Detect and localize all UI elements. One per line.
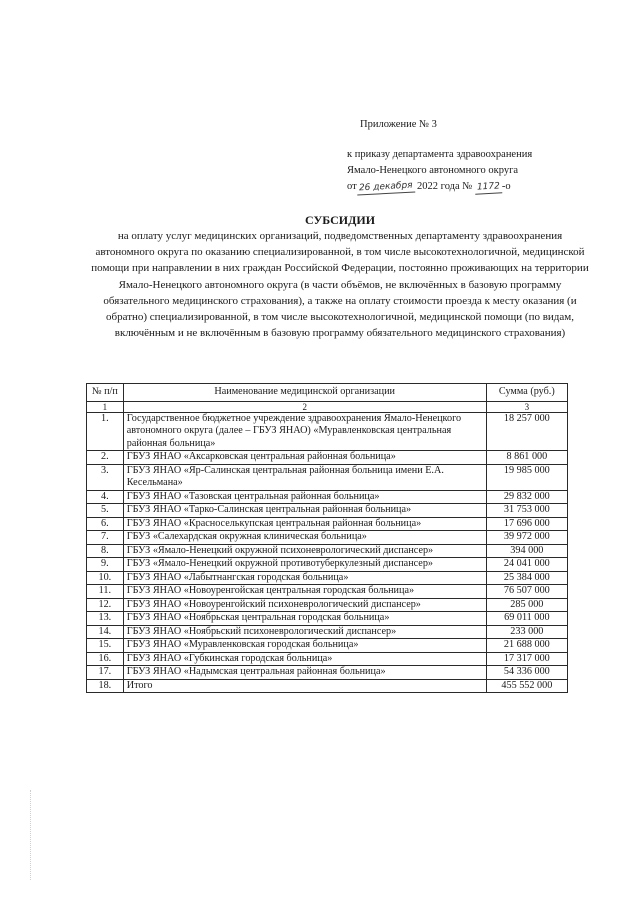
organization-name: ГБУЗ ЯНАО «Лабытнангская городская больница»: [123, 571, 486, 585]
row-number: 1.: [87, 412, 124, 451]
table-row: [87, 612, 568, 626]
row-number: 2.: [87, 451, 124, 465]
table-row: [87, 679, 568, 693]
table-row: [87, 464, 568, 490]
table-header-row: [87, 384, 568, 402]
handwritten-number: 1172: [475, 181, 502, 194]
row-number: 12.: [87, 598, 124, 612]
row-sum: 21 688 000: [486, 639, 567, 653]
organization-name: ГБУЗ ЯНАО «Аксарковская центральная районная больница»: [123, 451, 486, 465]
row-number: 17.: [87, 666, 124, 680]
row-sum: 8 861 000: [486, 451, 567, 465]
organization-name: ГБУЗ ЯНАО «Тарко-Салинская центральная районная больница»: [123, 504, 486, 518]
row-sum: 29 832 000: [486, 490, 567, 504]
table-row: [87, 544, 568, 558]
table-row: [87, 666, 568, 680]
row-sum: 31 753 000: [486, 504, 567, 518]
row-sum: 19 985 000: [486, 464, 567, 490]
row-number: 4.: [87, 490, 124, 504]
row-sum: 69 011 000: [486, 612, 567, 626]
organization-name: ГБУЗ ЯНАО «Новоуренгойская центральная городская больница»: [123, 585, 486, 599]
index-cell: 3: [486, 401, 567, 412]
organization-name: ГБУЗ ЯНАО «Надымская центральная районная больница»: [123, 666, 486, 680]
organization-name: Итого: [123, 679, 486, 693]
header-sum: Сумма (руб.): [486, 384, 567, 402]
table-row: [87, 504, 568, 518]
row-number: 15.: [87, 639, 124, 653]
row-sum: 17 696 000: [486, 517, 567, 531]
table-row: [87, 451, 568, 465]
organization-name: ГБУЗ ЯНАО «Новоуренгойский психоневрологический диспансер»: [123, 598, 486, 612]
row-number: 11.: [87, 585, 124, 599]
header-name: Наименование медицинской организации: [123, 384, 486, 402]
index-cell: 1: [87, 401, 124, 412]
row-number: 7.: [87, 531, 124, 545]
subsidies-table: [86, 383, 568, 693]
appendix-date-line: [347, 179, 607, 195]
table-row: [87, 652, 568, 666]
handwritten-date: 26 декабря: [356, 180, 414, 195]
table-row: [87, 558, 568, 572]
table-row: [87, 412, 568, 451]
appendix-block: [347, 117, 607, 195]
organization-name: ГБУЗ ЯНАО «Ноябрьская центральная городская больница»: [123, 612, 486, 626]
organization-name: ГБУЗ ЯНАО «Яр-Салинская центральная районная больница имени Е.А. Кесельмана»: [123, 464, 486, 490]
row-sum: 394 000: [486, 544, 567, 558]
row-number: 18.: [87, 679, 124, 693]
row-number: 3.: [87, 464, 124, 490]
table-row: [87, 585, 568, 599]
organization-name: ГБУЗ «Ямало-Ненецкий окружной психоневрологический диспансер»: [123, 544, 486, 558]
table-row: [87, 598, 568, 612]
organization-name: ГБУЗ ЯНАО «Красноселькупская центральная районная больница»: [123, 517, 486, 531]
table-row: [87, 490, 568, 504]
index-cell: 2: [123, 401, 486, 412]
table-row: [87, 517, 568, 531]
column-index-row: [87, 401, 568, 412]
row-sum: 76 507 000: [486, 585, 567, 599]
table-row: [87, 571, 568, 585]
row-sum: 25 384 000: [486, 571, 567, 585]
organization-name: ГБУЗ ЯНАО «Ноябрьский психоневрологический диспансер»: [123, 625, 486, 639]
row-number: 14.: [87, 625, 124, 639]
date-prefix: от: [347, 181, 357, 192]
header-num: № п/п: [87, 384, 124, 402]
row-number: 8.: [87, 544, 124, 558]
table-row: [87, 531, 568, 545]
row-sum: 233 000: [486, 625, 567, 639]
margin-dotted-line: [30, 790, 32, 880]
appendix-title: Приложение № 3: [360, 119, 437, 130]
organization-name: Государственное бюджетное учреждение здравоохранения Ямало-Ненецкого автономного округа (далее – ГБУЗ ЯНАО) «Муравленковская центральная районная больница»: [123, 412, 486, 451]
row-sum: 455 552 000: [486, 679, 567, 693]
row-sum: 17 317 000: [486, 652, 567, 666]
row-number: 6.: [87, 517, 124, 531]
organization-name: ГБУЗ «Салехардская окружная клиническая больница»: [123, 531, 486, 545]
table-row: [87, 625, 568, 639]
row-number: 10.: [87, 571, 124, 585]
row-number: 13.: [87, 612, 124, 626]
row-number: 16.: [87, 652, 124, 666]
row-number: 5.: [87, 504, 124, 518]
organization-name: ГБУЗ ЯНАО «Тазовская центральная районная больница»: [123, 490, 486, 504]
document-subtitle: на оплату услуг медицинских организаций, подведомственных департаменту здравоохранения автономного округа по оказанию специализированной, в том числе высокотехнологичной, медицинской помощи при направлении в них граждан Российской Федерации, постоянно проживающих на территории Ямало-Ненецкого автономного округа (в части объёмов, не включённых в базовую программу обязательного медицинского страхования), а также на оплату стоимости проезда к месту оказания (и обратно) специализированной, в том числе высокотехнологичной, медицинской помощи (по видам, включённым и не включённым в базовую программу обязательного медицинского страхования): [91, 230, 589, 340]
row-sum: 24 041 000: [486, 558, 567, 572]
number-suffix: -о: [501, 181, 511, 192]
appendix-order-line: к приказу департамента здравоохранения: [347, 149, 533, 160]
organization-name: ГБУЗ ЯНАО «Муравленковская городская больница»: [123, 639, 486, 653]
organization-name: ГБУЗ ЯНАО «Губкинская городская больница»: [123, 652, 486, 666]
appendix-region-line: Ямало-Ненецкого автономного округа: [347, 165, 519, 176]
row-sum: 18 257 000: [486, 412, 567, 451]
row-sum: 54 336 000: [486, 666, 567, 680]
row-sum: 285 000: [486, 598, 567, 612]
document-heading: СУБСИДИИ: [304, 213, 376, 227]
year-text: 2022 года №: [417, 181, 473, 192]
organization-name: ГБУЗ «Ямало-Ненецкий окружной противотуберкулезный диспансер»: [123, 558, 486, 572]
row-sum: 39 972 000: [486, 531, 567, 545]
row-number: 9.: [87, 558, 124, 572]
table-row: [87, 639, 568, 653]
